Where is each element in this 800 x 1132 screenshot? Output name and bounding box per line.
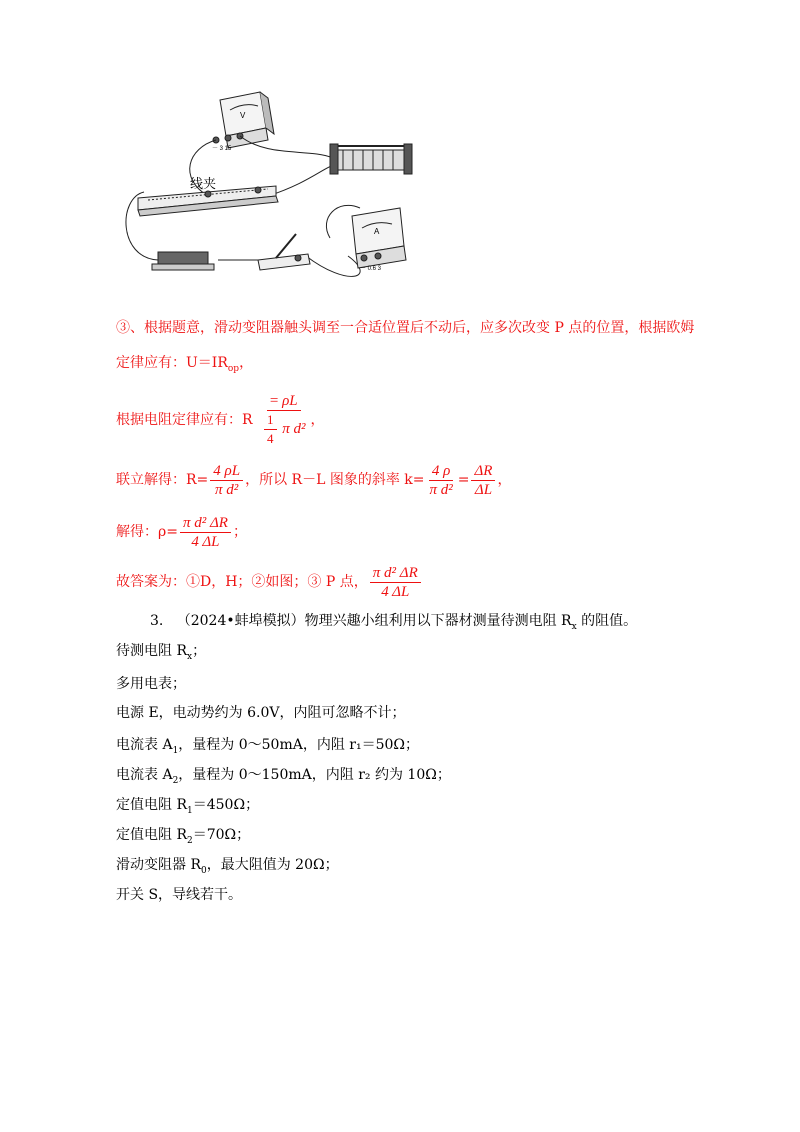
ohm-law-text: 定律应有：U＝IR bbox=[116, 355, 228, 371]
voltmeter-terminals: － 3 15 bbox=[212, 146, 232, 152]
combined-solution-line: 联立解得：R= $\frac{4 \rho L}{\text{π d²}}$ ，所以 R－L 图象的斜率 k= $\frac{4 \rho}{\text{π d²}}$ = $\frac{\Delta R}{\Delta L}$ ， bbox=[116, 462, 512, 498]
ammeter-terminals: － 0.6 3 bbox=[360, 266, 382, 272]
equipment-item: 电流表 $A_1$，量程为 0～50mA，内阻 r₁＝50Ω； bbox=[116, 737, 420, 756]
ohm-law-sub: op bbox=[227, 363, 240, 374]
equipment-item: 滑动变阻器 $R_0$，最大阻值为 20Ω； bbox=[116, 857, 339, 876]
voltmeter-label: V bbox=[240, 111, 246, 120]
problem-stem: 3. （2024•蚌埠模拟）物理兴趣小组利用以下器材测量待测电阻 $R_x$ 的阻值。 bbox=[150, 613, 638, 632]
wire-clip-label: 线夹 bbox=[190, 176, 217, 191]
battery bbox=[152, 252, 214, 270]
resistance-law-fraction: = ρL $\frac{1}{4}$ π d² bbox=[259, 392, 309, 448]
equipment-item: 多用电表； bbox=[116, 676, 186, 692]
equipment-item: 电流表 $A_2$，量程为 0～150mA，内阻 r₂ 约为 10Ω； bbox=[116, 767, 451, 786]
rho-solution-line: 解得：ρ= $\frac{\text{π d² ΔR}}{4 \Delta L}$ ； bbox=[116, 514, 247, 550]
answer-line: 故答案为：①D，H；②如图；③ P 点， $\frac{\text{π d² ΔR}}{4 \Delta L}$ bbox=[116, 562, 423, 602]
equipment-item: 电源 E，电动势约为 6.0V，内阻可忽略不计； bbox=[116, 705, 406, 721]
solution-step3-line2: 定律应有：$U=IR_{op}$， bbox=[116, 355, 254, 374]
voltmeter bbox=[213, 92, 274, 148]
equipment-item: 开关 S，导线若干。 bbox=[116, 887, 243, 903]
solution-step3-line1: ③、根据题意，滑动变阻器触头调至一合适位置后不动后，应多次改变 P 点的位置，根据欧姆 bbox=[116, 320, 695, 336]
circuit-diagram bbox=[108, 88, 418, 298]
resistance-law-line: 根据电阻定律应有：R = ρL $\frac{1}{4}$ π d² ， bbox=[116, 393, 325, 446]
ammeter-label: A bbox=[374, 227, 380, 236]
equipment-item: 定值电阻 $R_1=450\Omega$； bbox=[116, 797, 260, 816]
equipment-item: 待测电阻 $R_x$； bbox=[116, 643, 207, 662]
switch bbox=[258, 234, 310, 270]
problem-number: 3. bbox=[150, 613, 164, 629]
equipment-item: 定值电阻 $R_2=70\Omega$； bbox=[116, 827, 251, 846]
ammeter bbox=[352, 208, 406, 268]
rheostat bbox=[330, 144, 412, 174]
